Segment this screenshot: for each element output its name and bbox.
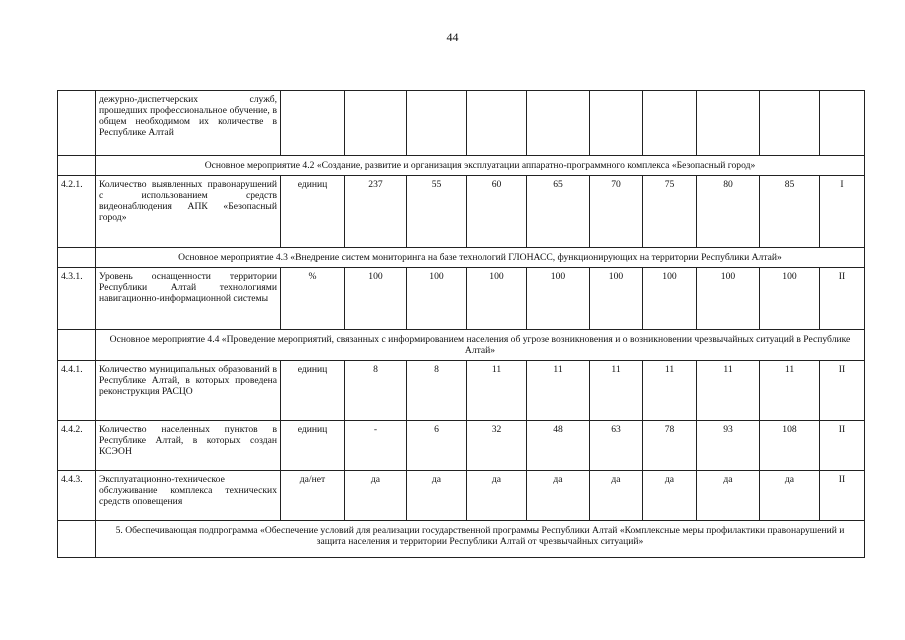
value-cell: 11	[527, 361, 590, 421]
value-cell: 55	[407, 176, 467, 248]
row-code: 4.4.1.	[58, 361, 96, 421]
section-row	[58, 248, 865, 268]
value-cell: 108	[760, 421, 820, 471]
type-cell: I	[820, 176, 865, 248]
unit-cell: %	[281, 268, 345, 330]
section-row	[58, 330, 865, 361]
value-cell: 237	[345, 176, 407, 248]
value-cell: 100	[697, 268, 760, 330]
value-cell: 11	[590, 361, 643, 421]
table-row	[58, 361, 865, 421]
empty-cell	[697, 91, 760, 156]
indicator-description: Уровень оснащенности территории Республики Алтай технологиями навигационно-информационной системы	[96, 268, 281, 330]
row-code	[58, 248, 96, 268]
section-row	[58, 156, 865, 176]
indicator-description: дежурно-диспетчерских служб, прошедших профессиональное обучение, в общем необходимом их количестве в Республике Алтай	[96, 91, 281, 156]
value-cell: 11	[697, 361, 760, 421]
value-cell: 100	[643, 268, 697, 330]
value-cell: 65	[527, 176, 590, 248]
row-code	[58, 521, 96, 558]
value-cell: да	[643, 471, 697, 521]
value-cell: 85	[760, 176, 820, 248]
value-cell: 32	[467, 421, 527, 471]
value-cell: 100	[590, 268, 643, 330]
unit-cell: да/нет	[281, 471, 345, 521]
empty-cell	[281, 91, 345, 156]
table-row	[58, 471, 865, 521]
value-cell: 93	[697, 421, 760, 471]
empty-cell	[407, 91, 467, 156]
section-title: Основное мероприятие 4.2 «Создание, развитие и организация эксплуатации аппаратно-программного комплекса «Безопасный город»	[96, 156, 865, 176]
value-cell: 8	[407, 361, 467, 421]
value-cell: да	[590, 471, 643, 521]
empty-cell	[345, 91, 407, 156]
value-cell: 100	[467, 268, 527, 330]
row-code	[58, 156, 96, 176]
section-row	[58, 521, 865, 558]
value-cell: да	[345, 471, 407, 521]
indicator-description: Эксплуатационно-техническое обслуживание комплекса технических средств оповещения	[96, 471, 281, 521]
type-cell: II	[820, 471, 865, 521]
value-cell: -	[345, 421, 407, 471]
empty-cell	[590, 91, 643, 156]
value-cell: да	[467, 471, 527, 521]
row-code	[58, 330, 96, 361]
row-code: 4.4.2.	[58, 421, 96, 471]
value-cell: 11	[643, 361, 697, 421]
row-code	[58, 91, 96, 156]
value-cell: 48	[527, 421, 590, 471]
indicator-description: Количество муниципальных образований в Республике Алтай, в которых проведена реконструкция РАСЦО	[96, 361, 281, 421]
table-row	[58, 176, 865, 248]
value-cell: 80	[697, 176, 760, 248]
value-cell: 8	[345, 361, 407, 421]
unit-cell: единиц	[281, 176, 345, 248]
row-code: 4.4.3.	[58, 471, 96, 521]
value-cell: да	[527, 471, 590, 521]
empty-cell	[467, 91, 527, 156]
type-cell: II	[820, 268, 865, 330]
row-code: 4.2.1.	[58, 176, 96, 248]
section-title: Основное мероприятие 4.4 «Проведение мероприятий, связанных с информированием населения об угрозе возникновения и о возникновении чрезвычайных ситуаций в Республике Алтай»	[96, 330, 865, 361]
unit-cell: единиц	[281, 361, 345, 421]
row-code: 4.3.1.	[58, 268, 96, 330]
value-cell: 100	[527, 268, 590, 330]
value-cell: 63	[590, 421, 643, 471]
value-cell: 78	[643, 421, 697, 471]
type-cell: II	[820, 421, 865, 471]
value-cell: 6	[407, 421, 467, 471]
value-cell: 60	[467, 176, 527, 248]
type-cell: II	[820, 361, 865, 421]
value-cell: 70	[590, 176, 643, 248]
table-row	[58, 91, 865, 156]
section-title: Основное мероприятие 4.3 «Внедрение систем мониторинга на базе технологий ГЛОНАСС, функционирующих на территории Республики Алтай»	[96, 248, 865, 268]
value-cell: да	[760, 471, 820, 521]
page-number: 44	[446, 30, 459, 44]
indicator-description: Количество населенных пунктов в Республике Алтай, в которых создан КСЭОН	[96, 421, 281, 471]
value-cell: 75	[643, 176, 697, 248]
indicator-description: Количество выявленных правонарушений с использованием средств видеонаблюдения АПК «Безопасный город»	[96, 176, 281, 248]
value-cell: 100	[345, 268, 407, 330]
value-cell: 11	[760, 361, 820, 421]
value-cell: да	[407, 471, 467, 521]
empty-cell	[820, 91, 865, 156]
indicators-table	[57, 90, 865, 558]
empty-cell	[760, 91, 820, 156]
unit-cell: единиц	[281, 421, 345, 471]
table-row	[58, 421, 865, 471]
empty-cell	[643, 91, 697, 156]
table-row	[58, 268, 865, 330]
value-cell: 100	[407, 268, 467, 330]
value-cell: да	[697, 471, 760, 521]
empty-cell	[527, 91, 590, 156]
section-title: 5. Обеспечивающая подпрограмма «Обеспечение условий для реализации государственной программы Республики Алтай «Комплексные меры профилактики правонарушений и защита населения и территории Республики Алтай от чрезвычайных ситуаций»	[96, 521, 865, 558]
value-cell: 11	[467, 361, 527, 421]
value-cell: 100	[760, 268, 820, 330]
